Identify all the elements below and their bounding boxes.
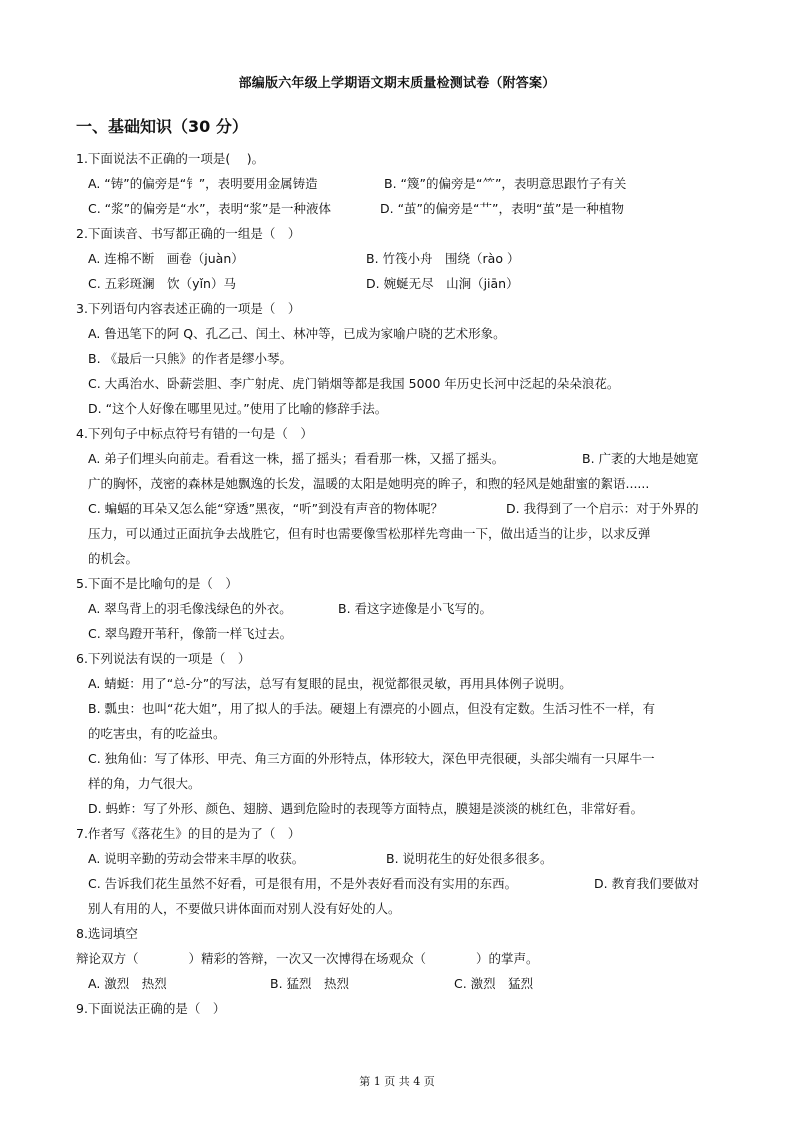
option-c: C. 独角仙：写了体形、甲壳、角三方面的外形特点，体形较大，深色甲壳很硬，头部尖端有一只犀牛一 xyxy=(88,751,655,766)
option-d: D. 教育我们要做对 xyxy=(594,876,700,891)
option-row xyxy=(76,271,726,296)
question-stem: 8.选词填空 xyxy=(76,926,138,941)
question-stem: 5.下面不是比喻句的是（ ） xyxy=(76,576,238,591)
option-continuation: 别人有用的人，不要做只讲体面而对别人没有好处的人。 xyxy=(88,901,401,916)
option-c: C. 蝙蝠的耳朵又怎么能“穿透”黑夜，“听”到没有声音的物体呢？ xyxy=(88,501,444,516)
option-d: D. 婉蜒无尽 山涧（jiān） xyxy=(366,276,519,291)
option-row xyxy=(76,446,726,471)
page-footer: 第 1 页 共 4 页 xyxy=(359,1075,435,1088)
option-c: C. 翠鸟蹬开苇秆，像箭一样飞过去。 xyxy=(88,626,293,641)
option-b: B. 说明花生的好处很多很多。 xyxy=(386,851,553,866)
option-b: B. 看这字迹像是小飞写的。 xyxy=(338,601,493,616)
question-stem: 6.下列说法有误的一项是（ ） xyxy=(76,651,251,666)
option-d: D. “茧”的偏旁是“艹”，表明“茧”是一种植物 xyxy=(380,201,624,216)
option-a: A. 说明辛勤的劳动会带来丰厚的收获。 xyxy=(88,851,305,866)
option-row xyxy=(76,971,726,996)
section-heading: 一、基础知识（30 分） xyxy=(76,117,248,136)
option-row xyxy=(76,196,726,221)
option-b: B. 《最后一只熊》的作者是缪小琴。 xyxy=(88,351,293,366)
option-continuation: 压力，可以通过正面抗争去战胜它，但有时也需要像雪松那样先弯曲一下，做出适当的让步，以求反弹 xyxy=(88,526,651,541)
option-a: A. 连棉不断 画卷（juàn） xyxy=(88,251,244,266)
option-row xyxy=(76,846,726,871)
option-a: A. 翠鸟背上的羽毛像浅绿色的外衣。 xyxy=(88,601,292,616)
question-stem: 3.下列语句内容表述正确的一项是（ ） xyxy=(76,301,301,316)
option-c: C. 大禹治水、卧薪尝胆、李广射虎、虎门销烟等都是我国 5000 年历史长河中泛起的朵朵浪花。 xyxy=(88,376,620,391)
exam-title: 部编版六年级上学期语文期末质量检测试卷（附答案） xyxy=(238,76,556,91)
option-a: A. 蜻蜓：用了“总-分”的写法，总写有复眼的昆虫，视觉都很灵敏，再用具体例子说明。 xyxy=(88,676,572,691)
exam-content xyxy=(76,146,726,1021)
option-b: B. 竹筏小舟 围绕（rào ） xyxy=(366,251,520,266)
option-continuation: 样的角，力气很大。 xyxy=(88,776,201,791)
question-stem: 2.下面读音、书写都正确的一组是（ ） xyxy=(76,226,301,241)
option-b: B. 瓢虫：也叫“花大姐”，用了拟人的手法。硬翅上有漂亮的小圆点，但没有定数。生活习性不一样，有 xyxy=(88,701,655,716)
option-row xyxy=(76,246,726,271)
option-continuation: 的机会。 xyxy=(88,551,139,566)
option-a: A. “铸”的偏旁是“钅”，表明要用金属铸造 xyxy=(88,176,318,191)
option-a: A. 弟子们埋头向前走。看看这一株，摇了摇头；看看那一株，又摇了摇头。 xyxy=(88,451,505,466)
option-d: D. 蚂蚱：写了外形、颜色、翅膀、遇到危险时的表现等方面特点，膜翅是淡淡的桃红色，非常好看。 xyxy=(88,801,644,816)
option-d: D. 我得到了一个启示：对于外界的 xyxy=(506,501,699,516)
option-row xyxy=(76,596,726,621)
option-c: C. 告诉我们花生虽然不好看，可是很有用，不是外表好看而没有实用的东西。 xyxy=(88,876,518,891)
option-continuation: 的吃害虫，有的吃益虫。 xyxy=(88,726,226,741)
option-a: A. 激烈 热烈 xyxy=(88,976,167,991)
question-stem: 7.作者写《落花生》的目的是为了（ ） xyxy=(76,826,301,841)
question-sentence: 辩论双方（ ）精彩的答辩，一次又一次博得在场观众（ ）的掌声。 xyxy=(76,951,539,966)
question-stem: 9.下面说法正确的是（ ） xyxy=(76,1001,226,1016)
question-stem: 1.下面说法不正确的一项是( )。 xyxy=(76,151,265,166)
option-continuation: 广的胸怀，茂密的森林是她飘逸的长发，温暖的太阳是她明亮的眸子，和煦的轻风是她甜蜜的絮语...... xyxy=(88,476,650,491)
option-c: C. 激烈 猛烈 xyxy=(454,976,534,991)
option-row xyxy=(76,171,726,196)
question-stem: 4.下列句子中标点符号有错的一句是（ ） xyxy=(76,426,313,441)
option-b: B. 猛烈 热烈 xyxy=(270,976,350,991)
option-row xyxy=(76,871,726,896)
option-d: D. “这个人好像在哪里见过。”使用了比喻的修辞手法。 xyxy=(88,401,388,416)
option-b: B. “篾”的偏旁是“⺮”，表明意思跟竹子有关 xyxy=(384,176,627,191)
option-b: B. 广袤的大地是她宽 xyxy=(582,451,699,466)
option-c: C. 五彩斑澜 饮（yǐn）马 xyxy=(88,276,236,291)
option-row xyxy=(76,496,726,521)
option-c: C. “浆”的偏旁是“水”，表明“浆”是一种液体 xyxy=(88,201,332,216)
option-a: A. 鲁迅笔下的阿 Q、孔乙己、闰土、林冲等，已成为家喻户晓的艺术形象。 xyxy=(88,326,506,341)
